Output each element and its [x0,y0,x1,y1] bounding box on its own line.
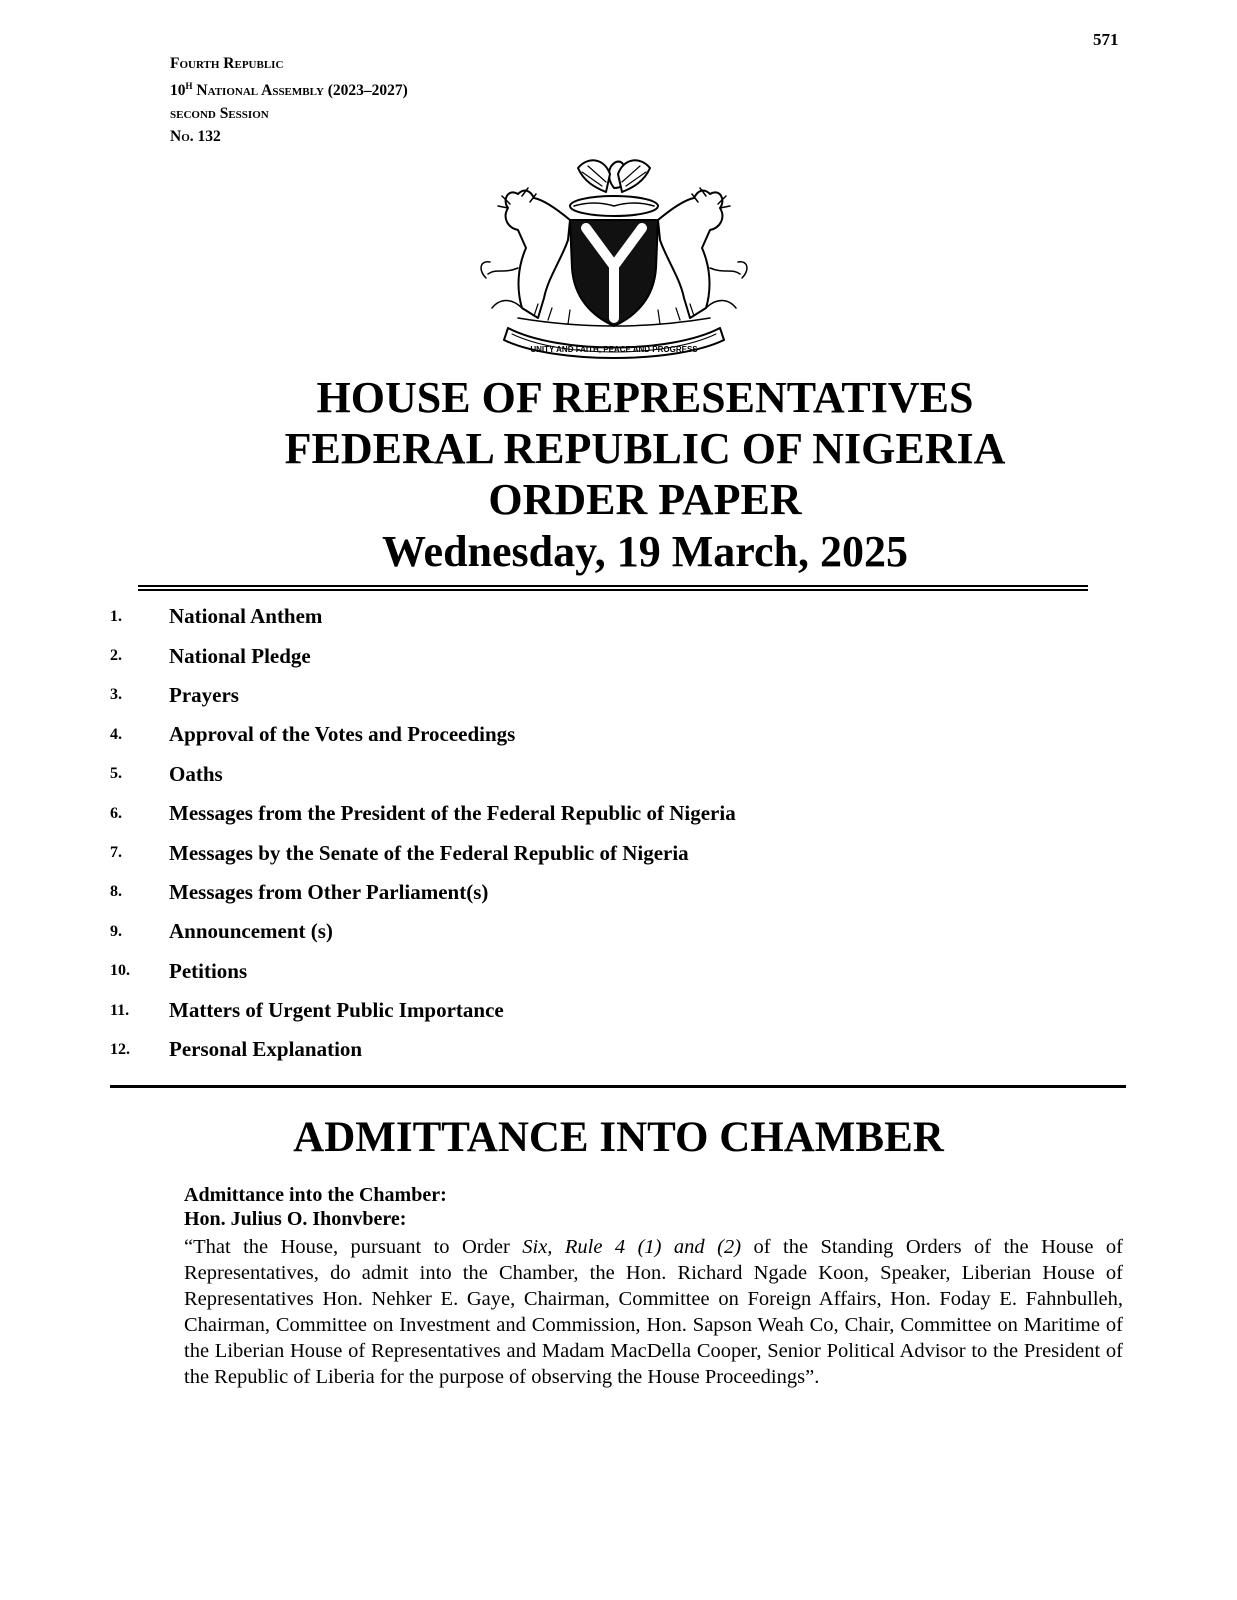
agenda-item-text: Messages by the Senate of the Federal Republic of Nigeria [169,840,689,865]
agenda-item [110,912,1010,951]
agenda-item-number: 1. [110,607,122,625]
agenda-item-number: 11. [110,1001,130,1019]
section-divider [110,1085,1126,1088]
document-title [0,372,1237,579]
title-date: Wednesday, 19 March, 2025 [381,527,908,576]
coat-of-arms-emblem [478,148,750,360]
agenda-item-number: 7. [110,844,122,862]
agenda-item-text: Oaths [169,761,223,786]
motion-text-order-reference: Six, Rule 4 (1) and (2) [522,1236,742,1258]
title-divider [138,585,1088,591]
agenda-item-text: Prayers [169,682,239,707]
agenda-item [110,676,1010,715]
section-heading: ADMITTANCE INTO CHAMBER [293,1114,944,1161]
motion-subheading: Admittance into the Chamber: [184,1184,447,1206]
agenda-item [110,991,1010,1030]
agenda-list [110,597,1010,1070]
agenda-item-number: 4. [110,725,122,743]
agenda-item [110,715,1010,754]
agenda-item-text: Messages from Other Parliament(s) [169,879,489,904]
motto-text: UNITY AND FAITH, PEACE AND PROGRESS [530,345,698,354]
agenda-item-number: 10. [110,962,130,980]
republic-label: Fourth Republic [170,55,284,72]
agenda-item-number: 3. [110,686,122,704]
agenda-item-number: 2. [110,647,122,665]
agenda-item-text: Petitions [169,958,248,983]
assembly-ordinal: 10 [170,82,186,100]
assembly-ordinal-suffix: H [185,81,193,91]
page-number: 571 [1093,30,1119,49]
assembly-name: National Assembly (2023–2027) [192,82,408,100]
motion-block [184,1183,1123,1390]
paper-number: No. 132 [170,128,221,146]
agenda-item-text: National Pledge [169,643,311,668]
assembly-label [170,75,408,102]
motion-text-part2: of the Standing Orders of the House of Representatives, do admit into the Chamber, the Hon. Richard Ngade Koon, Speaker, Liberian House of Representatives Hon. Nehker E. Gaye, Chairman, Committee on Foreign Affairs, Hon. Foday E. Fahnbulleh, Chairman, Committee on Investment and Commission, Hon. Sapson Weah Co, Chair, Committee on Maritime of the Liberian House of Representatives and Madam MacDella Cooper, Senior Political Advisor to the President of the Republic of Liberia for the purpose of observing the House Proceedings”. [184,1236,1123,1388]
agenda-item [110,755,1010,794]
motion-text [184,1234,1123,1390]
agenda-item [110,636,1010,675]
title-republic: FEDERAL REPUBLIC OF NIGERIA [284,424,1006,473]
agenda-item-text: Matters of Urgent Public Importance [169,998,504,1023]
agenda-item [110,597,1010,636]
agenda-item-number: 6. [110,804,122,822]
motion-text-part1: “That the House, pursuant to Order [184,1236,523,1258]
motion-mover: Hon. Julius O. Ihonvbere: [184,1208,407,1230]
title-order-paper: ORDER PAPER [488,475,802,524]
agenda-item-number: 8. [110,883,122,901]
session-label: second Session [170,105,269,123]
agenda-item [110,1030,1010,1069]
agenda-item [110,794,1010,833]
agenda-item-number: 5. [110,765,122,783]
agenda-item-number: 9. [110,922,122,940]
agenda-item [110,952,1010,991]
agenda-item-text: Approval of the Votes and Proceedings [169,722,516,747]
agenda-item-text: Personal Explanation [169,1037,363,1062]
session-info [170,52,408,148]
agenda-item-text: Announcement (s) [169,919,333,944]
agenda-item [110,833,1010,872]
agenda-item-text: Messages from the President of the Federal Republic of Nigeria [169,801,736,826]
agenda-item-text: National Anthem [169,604,323,629]
title-house: HOUSE OF REPRESENTATIVES [316,373,974,422]
agenda-item [110,873,1010,912]
agenda-item-number: 12. [110,1040,130,1058]
